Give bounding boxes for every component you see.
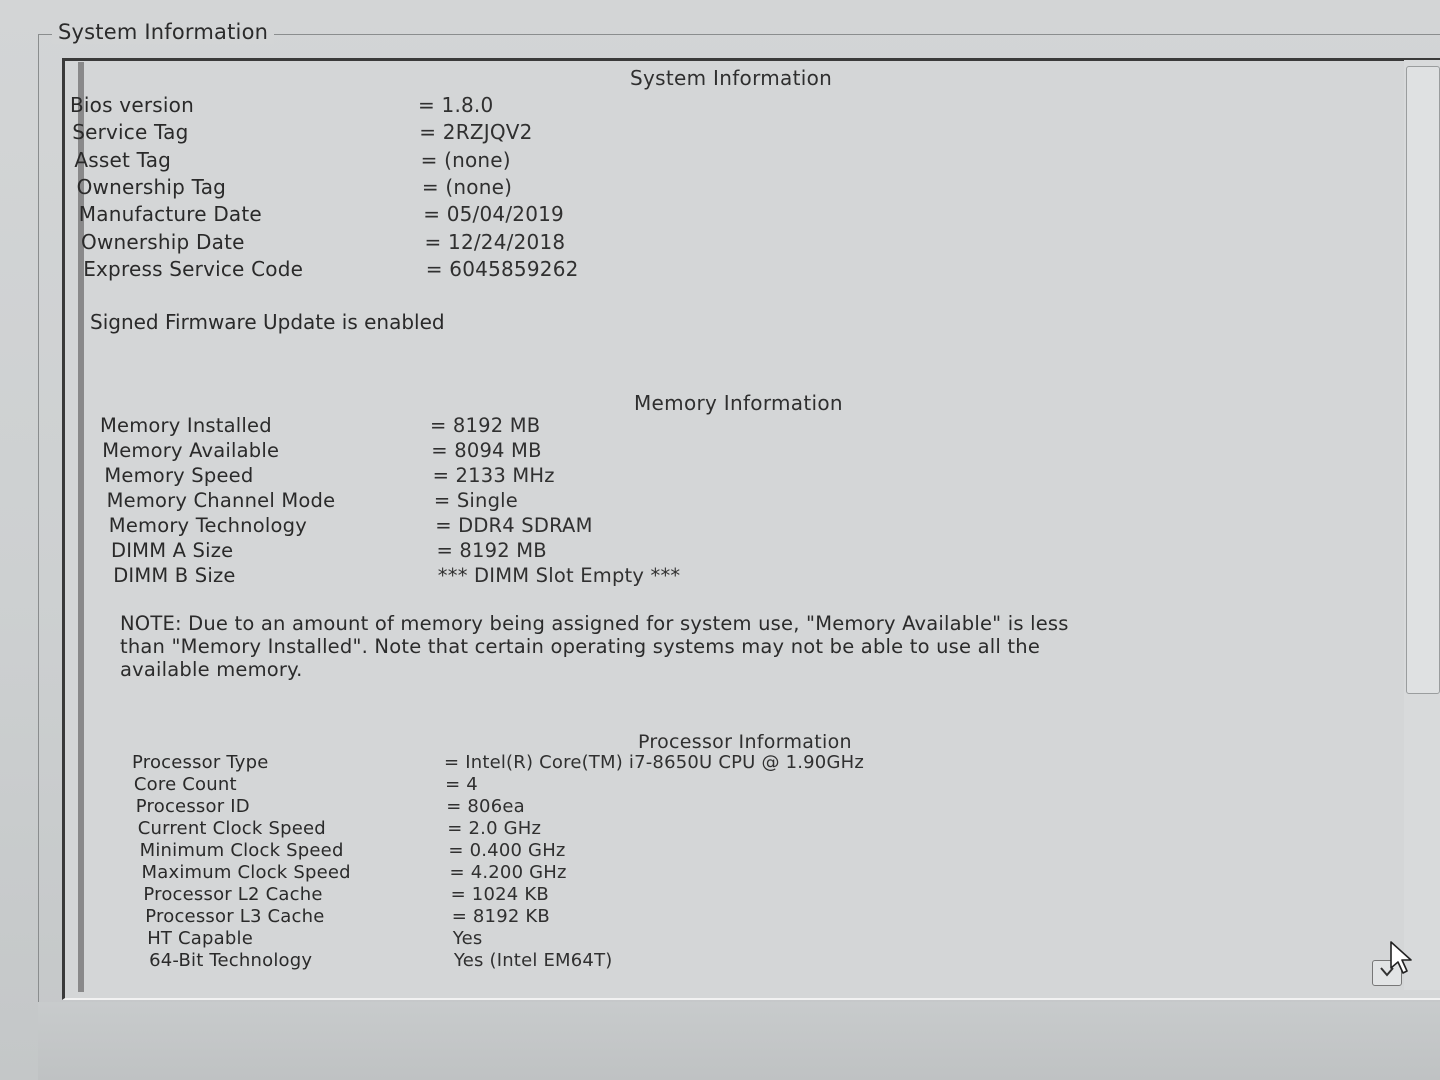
info-row-label: Processor L2 Cache <box>143 884 323 905</box>
memory-note <box>120 612 1250 681</box>
firmware-update-status: Signed Firmware Update is enabled <box>90 310 445 334</box>
info-row-label: Asset Tag <box>74 147 172 172</box>
info-row-value: = 8192 KB <box>451 906 550 927</box>
scrollbar-thumb[interactable] <box>1406 66 1440 694</box>
info-row-value: = 2RZJQV2 <box>419 120 533 145</box>
info-row-label: Memory Technology <box>108 514 307 537</box>
info-row-label: Memory Channel Mode <box>106 489 336 512</box>
info-row-value: = 4.200 GHz <box>449 862 567 883</box>
info-row-value: = 4 <box>445 774 478 795</box>
info-row-label: Memory Available <box>102 439 280 462</box>
memory-note-line: available memory. <box>120 658 303 681</box>
info-row-label: Current Clock Speed <box>137 818 326 839</box>
info-row-label: Service Tag <box>72 120 189 145</box>
info-row-label: Core Count <box>133 774 237 795</box>
info-row-value: = Single <box>433 489 518 512</box>
info-row-value: = 806ea <box>446 796 525 817</box>
info-row-value: = 8192 MB <box>436 539 547 562</box>
info-row-value: = DDR4 SDRAM <box>435 514 593 537</box>
info-row-value: = 6045859262 <box>425 256 579 281</box>
info-row-label: Express Service Code <box>83 256 304 281</box>
info-row-value: = (none) <box>421 174 513 199</box>
system-section-title: System Information <box>630 66 833 90</box>
info-row-value: = 05/04/2019 <box>423 202 564 227</box>
memory-section-title: Memory Information <box>634 391 843 415</box>
info-row-value: = 1024 KB <box>450 884 549 905</box>
info-row-label: Maximum Clock Speed <box>141 862 351 883</box>
info-row-label: Processor Type <box>132 752 269 773</box>
info-row-label: Memory Speed <box>104 464 254 487</box>
info-row-value: = (none) <box>420 147 511 172</box>
info-row-value: = Intel(R) Core(TM) i7-8650U CPU @ 1.90GHz <box>444 752 864 773</box>
info-row-label: DIMM A Size <box>111 539 234 562</box>
bottom-area <box>38 1002 1440 1080</box>
info-row-value: = 8094 MB <box>431 439 542 462</box>
groupbox-title: System Information <box>52 20 274 44</box>
info-row-label: 64-Bit Technology <box>149 950 313 971</box>
info-row-value: Yes <box>452 928 483 949</box>
memory-note-line: than "Memory Installed". Note that certain operating systems may not be able to use all the <box>120 635 1041 658</box>
info-row-label: Memory Installed <box>100 414 272 437</box>
info-row-label: Processor L3 Cache <box>145 906 325 927</box>
info-row-label: Ownership Tag <box>76 174 227 199</box>
processor-section-title: Processor Information <box>638 731 852 753</box>
info-row-label: Processor ID <box>135 796 250 817</box>
memory-note-line: NOTE: Due to an amount of memory being assigned for system use, "Memory Available" is less <box>120 612 1069 635</box>
info-row-value: = 0.400 GHz <box>448 840 566 861</box>
info-row-label: Ownership Date <box>81 229 245 254</box>
mouse-pointer-icon <box>1388 940 1416 976</box>
info-row-value: = 12/24/2018 <box>424 229 566 254</box>
info-row-value: = 1.8.0 <box>418 93 494 117</box>
info-row-label: HT Capable <box>147 928 253 949</box>
info-row-value: = 2.0 GHz <box>447 818 542 839</box>
info-row-value: = 8192 MB <box>430 414 541 437</box>
info-row-label: DIMM B Size <box>113 564 236 587</box>
info-row-label: Minimum Clock Speed <box>139 840 344 861</box>
info-row-value: = 2133 MHz <box>432 464 555 487</box>
info-row-value: Yes (Intel EM64T) <box>453 950 613 971</box>
info-row-value: *** DIMM Slot Empty *** <box>437 564 681 587</box>
info-row-label: Bios version <box>70 93 194 117</box>
info-row-label: Manufacture Date <box>78 202 262 227</box>
